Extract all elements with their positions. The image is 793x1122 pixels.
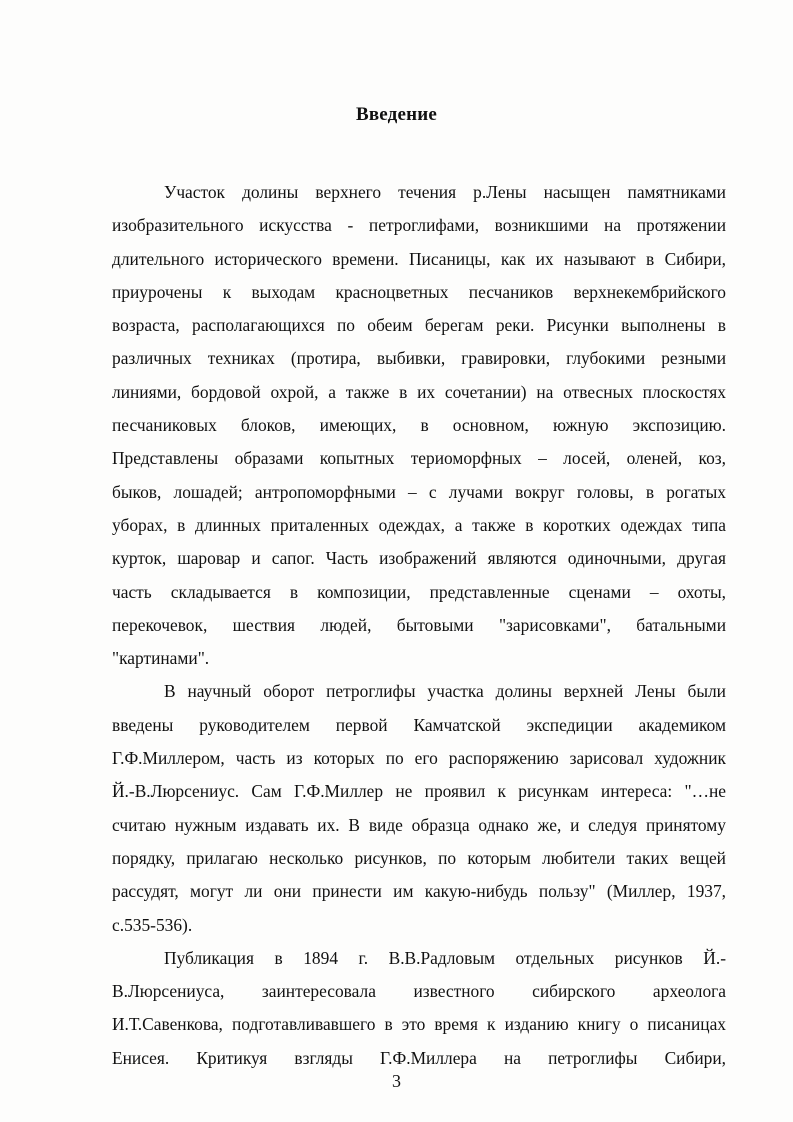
text-line: песчаниковых блоков, имеющих, в основном, южную экспозицию. bbox=[112, 415, 726, 436]
text-line: линиями, бордовой охрой, а также в их сочетании) на отвесных плоскостях bbox=[112, 381, 726, 402]
paragraph-3 bbox=[112, 942, 726, 1075]
text-line: Участок долины верхнего течения р.Лены насыщен памятниками bbox=[164, 182, 726, 202]
text-line: уборах, в длинных приталенных одеждах, а также в коротких одеждах типа bbox=[112, 514, 726, 535]
paragraph-1 bbox=[112, 176, 726, 675]
page-title: Введение bbox=[355, 104, 438, 125]
page-number: 3 bbox=[392, 1071, 401, 1091]
text-line: длительного исторического времени. Писаницы, как их называют в Сибири, bbox=[112, 248, 726, 269]
text-line: введены руководителем первой Камчатской экспедиции академиком bbox=[112, 714, 726, 735]
text-line: приурочены к выходам красноцветных песчаников верхнекембрийского bbox=[112, 281, 726, 302]
text-line: часть складывается в композиции, представленные сценами – охоты, bbox=[112, 581, 726, 602]
text-line: И.Т.Савенкова, подготавливавшего в это время к изданию книгу о писаницах bbox=[112, 1014, 726, 1035]
text-line: Енисея. Критикуя взгляды Г.Ф.Миллера на петроглифы Сибири, bbox=[112, 1047, 726, 1068]
text-line: считаю нужным издавать их. В виде образца однако же, и следуя принятому bbox=[112, 814, 726, 835]
text-line: перекочевок, шествия людей, бытовыми "зарисовками", батальными bbox=[112, 614, 726, 635]
text-line: Й.-В.Люрсениус. Сам Г.Ф.Миллер не проявил к рисункам интереса: "…не bbox=[112, 781, 726, 802]
text-line: В научный оборот петроглифы участка долины верхней Лены были bbox=[164, 681, 726, 702]
text-line: Публикация в 1894 г. В.В.Радловым отдельных рисунков Й.- bbox=[164, 947, 726, 968]
text-line: "картинами". bbox=[112, 648, 210, 669]
text-line: с.535-536). bbox=[112, 914, 193, 935]
text-line: курток, шаровар и сапог. Часть изображений являются одиночными, другая bbox=[112, 548, 726, 569]
paragraph-2 bbox=[112, 675, 726, 941]
body-text bbox=[112, 176, 726, 1075]
text-line: рассудят, могут ли они принести им какую-нибудь пользу" (Миллер, 1937, bbox=[112, 881, 726, 902]
text-line: Представлены образами копытных териоморфных – лосей, оленей, коз, bbox=[112, 448, 726, 469]
text-line: порядку, прилагаю несколько рисунков, по которым любители таких вещей bbox=[112, 847, 726, 868]
text-line: различных техниках (протира, выбивки, гравировки, глубокими резными bbox=[112, 348, 726, 369]
text-line: В.Люрсениуса, заинтересовала известного сибирского археолога bbox=[112, 981, 726, 1002]
text-line: быков, лошадей; антропоморфными – с лучами вокруг головы, в рогатых bbox=[112, 481, 726, 502]
text-line: возраста, располагающихся по обеим берегам реки. Рисунки выполнены в bbox=[112, 315, 726, 336]
text-line: Г.Ф.Миллером, часть из которых по его распоряжению зарисовал художник bbox=[112, 748, 726, 769]
text-line: изобразительного искусства - петроглифами, возникшими на протяжении bbox=[112, 215, 726, 236]
